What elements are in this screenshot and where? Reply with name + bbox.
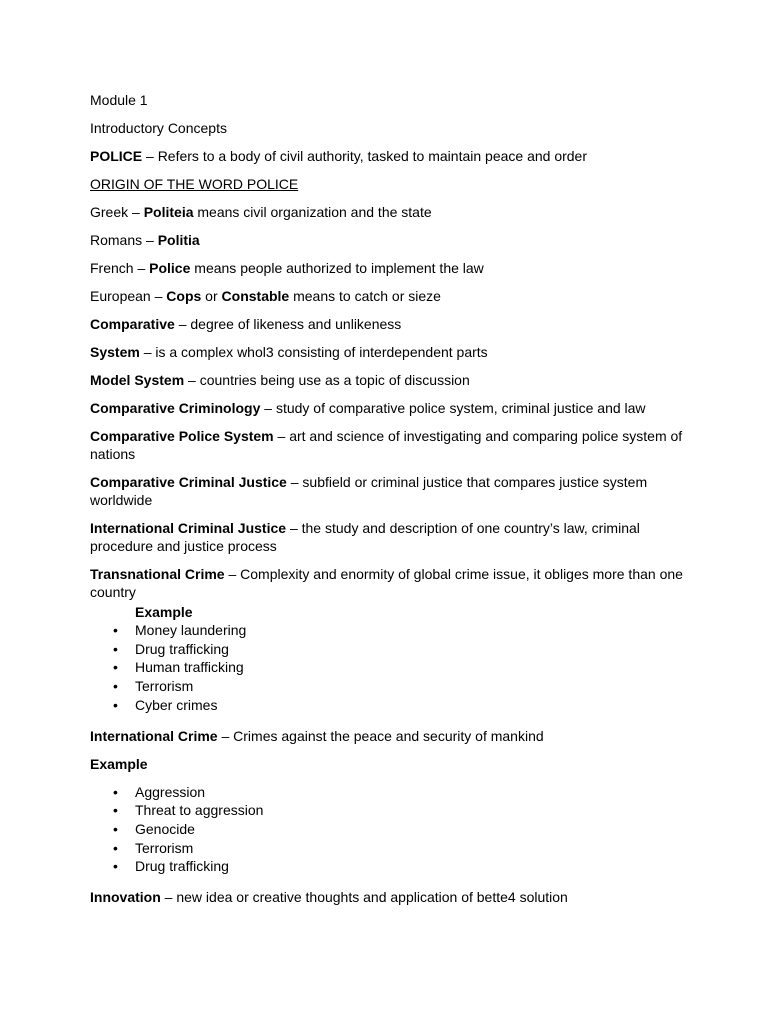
origin-desc: means people authorized to implement the law — [190, 260, 484, 276]
origin-term: Politia — [157, 232, 200, 248]
origin-term: Politeia — [143, 204, 194, 220]
module-title: Module 1 — [90, 92, 148, 108]
list-item: • Terrorism — [135, 839, 690, 858]
document-page — [90, 91, 690, 916]
definition-comparative-criminology — [90, 399, 690, 417]
desc: – countries being use as a topic of discussion — [184, 372, 470, 388]
origin-term: Constable — [221, 288, 290, 304]
origin-desc: means to catch or sieze — [289, 288, 441, 304]
list-item: • Money laundering — [135, 621, 690, 640]
section-subtitle: Introductory Concepts — [90, 120, 227, 136]
origin-prefix: Romans – — [90, 232, 158, 248]
list-item: • Terrorism — [135, 677, 690, 696]
desc: – is a complex whol3 consisting of interdependent parts — [139, 344, 488, 360]
desc: – degree of likeness and unlikeness — [174, 316, 402, 332]
term: Innovation — [90, 889, 161, 906]
definition-international-crime — [90, 727, 690, 745]
term: International Crime — [90, 727, 218, 744]
term: Comparative — [90, 316, 175, 332]
desc: – new idea or creative thoughts and application of bette4 solution — [160, 889, 568, 906]
origin-desc: means civil organization and the state — [193, 204, 432, 220]
desc-police: – Refers to a body of civil authority, tasked to maintain peace and order — [142, 148, 588, 164]
definition-comparative — [90, 315, 690, 333]
origin-prefix: French – — [90, 260, 150, 276]
list-item: • Genocide — [135, 820, 690, 839]
list-item: • Aggression — [135, 783, 690, 802]
definition-innovation — [90, 888, 690, 906]
list-item: • Threat to aggression — [135, 801, 690, 820]
desc: – the study and description of one country’s law, criminal procedure and justice process — [90, 520, 640, 554]
desc: – art and science of investigating and comparing police system of nations — [90, 428, 683, 462]
definition-system — [90, 343, 690, 361]
definition-comparative-criminal-justice — [90, 473, 690, 509]
origin-heading: ORIGIN OF THE WORD POLICE — [90, 176, 299, 192]
transnational-examples-list — [90, 621, 690, 715]
term: System — [90, 344, 140, 360]
definition-model-system — [90, 371, 690, 389]
desc: – subfield or criminal justice that compares justice system worldwide — [90, 474, 648, 508]
origin-connector: or — [201, 288, 222, 304]
origin-prefix: European – — [90, 288, 167, 304]
origin-prefix: Greek – — [90, 204, 144, 220]
desc: – study of comparative police system, criminal justice and law — [260, 400, 646, 416]
example-heading: Example — [90, 755, 148, 772]
list-item: • Cyber crimes — [135, 696, 690, 715]
term: Comparative Criminology — [90, 400, 261, 416]
desc: – Crimes against the peace and security of mankind — [217, 727, 544, 744]
list-item: • Drug trafficking — [135, 857, 690, 876]
origin-greek — [90, 203, 690, 221]
term: Model System — [90, 372, 185, 388]
definition-transnational-crime — [90, 565, 690, 601]
definition-international-criminal-justice — [90, 519, 690, 555]
list-item: • Human trafficking — [135, 658, 690, 677]
origin-romans — [90, 231, 690, 249]
definition-police — [90, 147, 690, 165]
example-heading: Example — [135, 604, 193, 620]
origin-term: Cops — [166, 288, 202, 304]
origin-term: Police — [149, 260, 191, 276]
origin-french — [90, 259, 690, 277]
international-crime-examples-list — [90, 783, 690, 877]
term: Transnational Crime — [90, 566, 225, 582]
list-item: • Drug trafficking — [135, 640, 690, 659]
term-police: POLICE — [90, 148, 143, 164]
term: Comparative Criminal Justice — [90, 474, 287, 490]
term: International Criminal Justice — [90, 520, 287, 536]
origin-european — [90, 287, 690, 305]
term: Comparative Police System — [90, 428, 274, 444]
definition-comparative-police-system — [90, 427, 690, 463]
desc: – Complexity and enormity of global crime issue, it obliges more than one country — [90, 566, 683, 600]
